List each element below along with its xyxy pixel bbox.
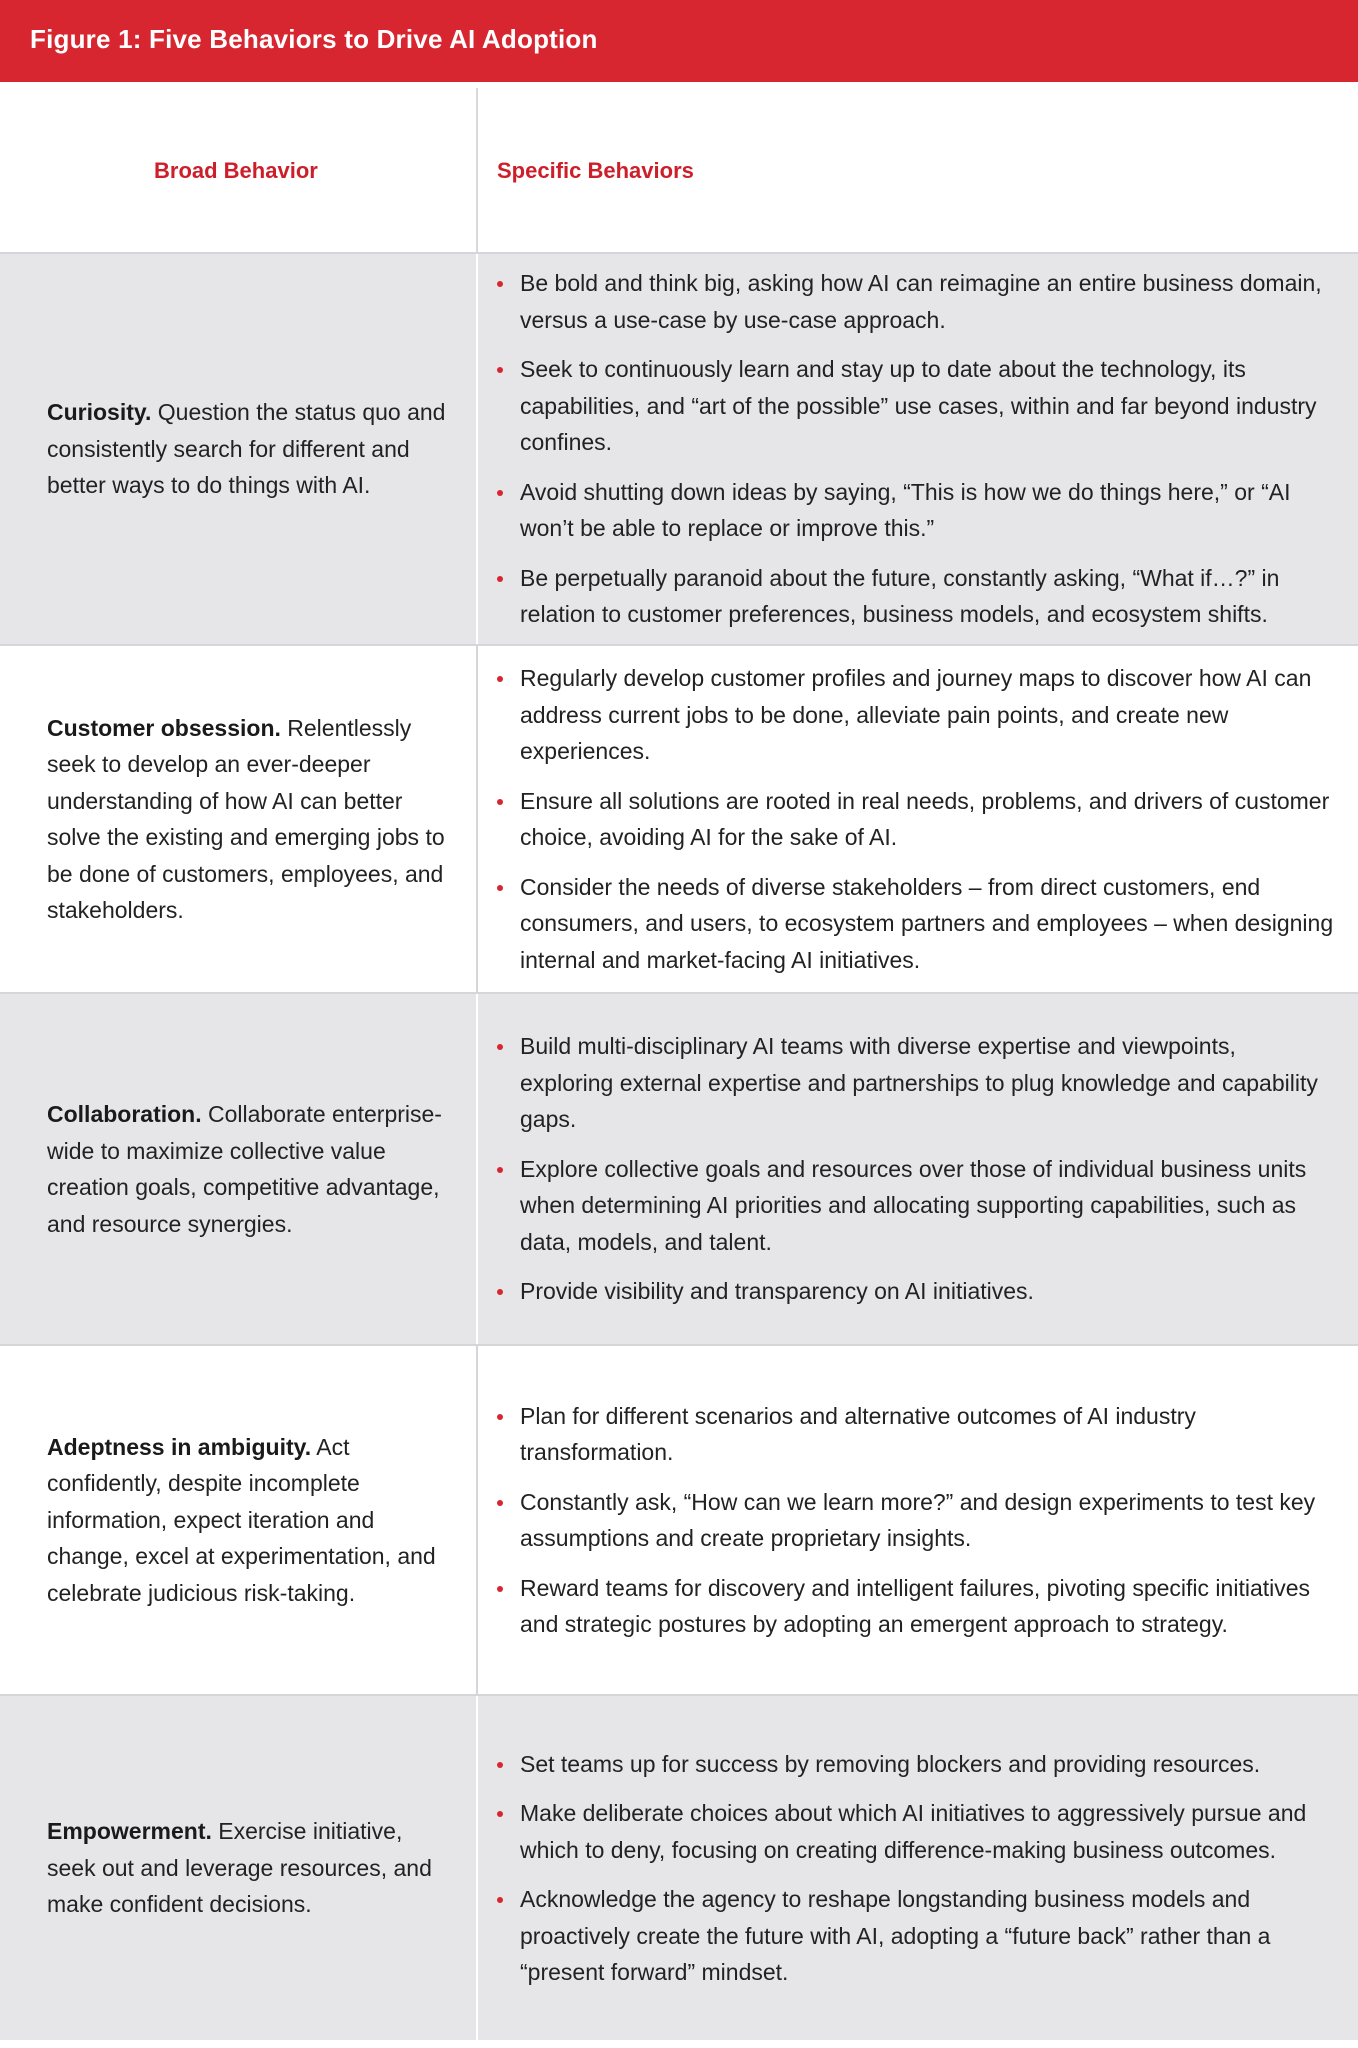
broad-behavior-cell xyxy=(47,1696,457,2040)
bullet-icon xyxy=(497,490,503,496)
table-row-adeptness-in-ambiguity xyxy=(0,1344,1358,1694)
list-item xyxy=(497,783,1335,856)
broad-behavior-term: Empowerment. xyxy=(47,1818,212,1845)
broad-behavior-term: Curiosity. xyxy=(47,399,152,426)
table-row-empowerment xyxy=(0,1694,1358,2040)
list-item-text: Be perpetually paranoid about the future, constantly asking, “What if…?” in relation to customer preferences, business models, and ecosystem shifts. xyxy=(520,564,1280,628)
broad-behavior-description: Relentlessly seek to develop an ever-deeper understanding of how AI can better solve the existing and emerging jobs to be done of customers, employees, and stakeholders. xyxy=(47,714,445,923)
broad-behavior-term: Adeptness in ambiguity. xyxy=(47,1433,312,1460)
list-item xyxy=(497,1570,1335,1643)
broad-behavior-cell xyxy=(47,646,457,992)
column-header-broad-behavior: Broad Behavior xyxy=(154,158,318,183)
broad-behavior-text xyxy=(47,1813,457,1923)
row-divider xyxy=(476,254,478,644)
bullet-icon xyxy=(497,1897,503,1903)
list-item xyxy=(497,1398,1335,1471)
list-item xyxy=(497,1746,1335,1783)
broad-behavior-text xyxy=(47,394,457,504)
broad-behavior-text xyxy=(47,710,457,929)
row-divider xyxy=(476,1696,478,2040)
bullet-icon xyxy=(497,367,503,373)
bullet-icon xyxy=(497,1167,503,1173)
broad-behavior-text xyxy=(47,1096,457,1242)
figure-title: Figure 1: Five Behaviors to Drive AI Adoption xyxy=(30,24,598,54)
list-item xyxy=(497,660,1335,770)
list-item xyxy=(497,474,1335,547)
broad-behavior-description: Exercise initiative, seek out and leverage resources, and make confident decisions. xyxy=(47,1818,432,1918)
broad-behavior-cell xyxy=(47,1346,457,1694)
list-item-text: Acknowledge the agency to reshape longstanding business models and proactively create the future with AI, adopting a “future back” rather than a “present forward” mindset. xyxy=(520,1886,1271,1985)
bullet-icon xyxy=(497,885,503,891)
list-item xyxy=(497,1273,1335,1310)
list-item xyxy=(497,1028,1335,1138)
specific-behaviors-list xyxy=(497,1398,1335,1643)
list-item xyxy=(497,1484,1335,1557)
column-header-specific-behaviors: Specific Behaviors xyxy=(497,158,694,183)
list-item xyxy=(497,351,1335,461)
broad-behavior-term: Customer obsession. xyxy=(47,714,281,741)
bullet-icon xyxy=(497,576,503,582)
list-item-text: Avoid shutting down ideas by saying, “This is how we do things here,” or “AI won’t be able to replace or improve this.” xyxy=(520,478,1291,542)
list-item xyxy=(497,265,1335,338)
bullet-icon xyxy=(497,1586,503,1592)
specific-behaviors-cell xyxy=(497,994,1335,1344)
bullet-icon xyxy=(497,281,503,287)
broad-behavior-cell xyxy=(47,994,457,1344)
list-item-text: Set teams up for success by removing blockers and providing resources. xyxy=(520,1750,1261,1777)
list-item-text: Seek to continuously learn and stay up to date about the technology, its capabilities, and “art of the possible” use cases, within and far beyond industry confines. xyxy=(520,356,1317,456)
list-item xyxy=(497,1795,1335,1868)
list-item-text: Ensure all solutions are rooted in real needs, problems, and drivers of customer choice, avoiding AI for the sake of AI. xyxy=(520,787,1330,850)
broad-behavior-text xyxy=(47,1429,457,1612)
broad-behavior-description: Act confidently, despite incomplete information, expect iteration and change, excel at experimentation, and celebrate judicious risk-taking. xyxy=(47,1433,436,1606)
list-item xyxy=(497,1151,1335,1261)
list-item-text: Build multi-disciplinary AI teams with diverse expertise and viewpoints, exploring external expertise and partnerships to plug knowledge and capability gaps. xyxy=(520,1033,1318,1133)
list-item xyxy=(497,1881,1335,1991)
specific-behaviors-cell xyxy=(497,254,1335,644)
specific-behaviors-cell xyxy=(497,1696,1335,2040)
figure-header-bar xyxy=(0,0,1358,82)
broad-behavior-cell xyxy=(47,254,457,644)
list-item-text: Make deliberate choices about which AI initiatives to aggressively pursue and which to deny, focusing on creating difference-making business outcomes. xyxy=(520,1800,1307,1863)
specific-behaviors-cell xyxy=(497,1346,1335,1694)
bullet-icon xyxy=(497,1044,503,1050)
broad-behavior-description: Question the status quo and consistently search for different and better ways to do things with AI. xyxy=(47,399,446,499)
bullet-icon xyxy=(497,1811,503,1817)
bullet-icon xyxy=(497,1762,503,1768)
row-divider xyxy=(476,994,478,1344)
row-divider xyxy=(476,1346,478,1694)
list-item-text: Regularly develop customer profiles and journey maps to discover how AI can address current jobs to be done, alleviate pain points, and create new experiences. xyxy=(520,665,1312,764)
list-item-text: Constantly ask, “How can we learn more?” and design experiments to test key assumptions and create proprietary insights. xyxy=(520,1488,1316,1551)
list-item xyxy=(497,560,1335,633)
list-item-text: Consider the needs of diverse stakeholders – from direct customers, end consumers, and users, to ecosystem partners and employees – when designing internal and market-facing AI initiatives. xyxy=(520,873,1334,973)
table-row-customer-obsession xyxy=(0,644,1358,992)
list-item-text: Reward teams for discovery and intelligent failures, pivoting specific initiatives and strategic postures by adopting an emergent approach to strategy. xyxy=(520,1574,1311,1637)
broad-behavior-term: Collaboration. xyxy=(47,1101,202,1127)
table-row-curiosity xyxy=(0,252,1358,644)
specific-behaviors-list xyxy=(497,265,1335,633)
bullet-icon xyxy=(497,1500,503,1506)
bullet-icon xyxy=(497,799,503,805)
specific-behaviors-list xyxy=(497,660,1335,978)
specific-behaviors-list xyxy=(497,1028,1335,1310)
list-item-text: Plan for different scenarios and alternative outcomes of AI industry transformation. xyxy=(520,1402,1196,1465)
specific-behaviors-cell xyxy=(497,646,1335,992)
list-item-text: Explore collective goals and resources over those of individual business units when determining AI priorities and allocating supporting capabilities, such as data, models, and talent. xyxy=(520,1155,1307,1255)
broad-behavior-description: Collaborate enterprise-wide to maximize collective value creation goals, competitive advantage, and resource synergies. xyxy=(47,1101,442,1237)
bullet-icon xyxy=(497,676,503,682)
specific-behaviors-list xyxy=(497,1746,1335,1991)
table-row-collaboration xyxy=(0,992,1358,1344)
list-item-text: Provide visibility and transparency on AI initiatives. xyxy=(520,1278,1034,1305)
bullet-icon xyxy=(497,1289,503,1295)
list-item xyxy=(497,869,1335,979)
bullet-icon xyxy=(497,1414,503,1420)
row-divider xyxy=(476,646,478,992)
list-item-text: Be bold and think big, asking how AI can reimagine an entire business domain, versus a use-case by use-case approach. xyxy=(520,270,1322,333)
